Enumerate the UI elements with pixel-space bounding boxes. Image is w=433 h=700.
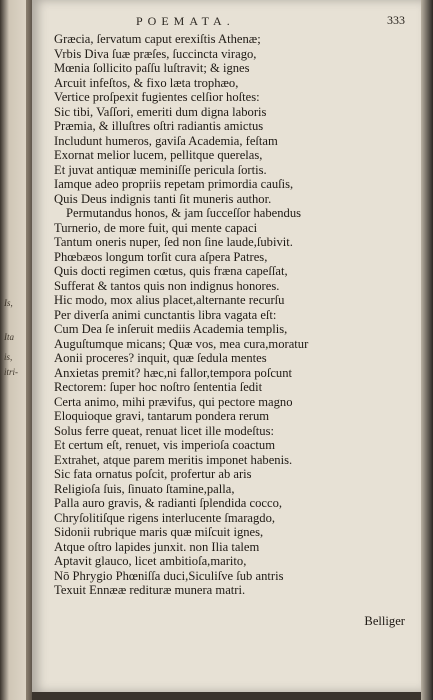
book-page [32,0,421,692]
running-title: POEMATA. [136,14,235,28]
page-edge [421,0,433,700]
verse-line: Phœbæos longum torſit cura aſpera Patres, [54,249,268,264]
verse-line: Auguſtumque micans; Quæ vos, mea cura,moratur [54,336,309,351]
page-bottom-shadow [32,692,421,700]
verse-line: Et certum eſt, renuet, vis imperioſa coactum [54,438,276,452]
verse-line: Sidonii rubrique maris quæ miſcuit ignes, [54,525,264,539]
margin-fragment: is, [4,352,13,362]
verse-line: Turnerio, de more fuit, qui mente capaci [54,220,258,235]
verse-line: Certa animo, mihi prævifus, qui pectore magno [54,394,293,409]
verse-line: Chryſolitiſque rigens interlucente ſmaragdo, [54,510,276,525]
verse-line: Texuit Ennææ redituræ munera matri. [54,583,246,597]
verse-line: Palla auro gravis, & radianti ſplendida cocco, [54,496,283,510]
verse-line: Anxietas premit? hæc,ni fallor,tempora poſcunt [54,365,293,380]
page-header [32,14,421,30]
poem-text [54,32,414,598]
verse-line: Et juvat antiquæ meminiſſe pericula ſortis. [54,162,267,177]
verse-line: Includunt humeros, gaviſa Academia, feſtam [54,133,278,148]
verse-line: Per diverſa animi cunctantis libra vagata eſt: [54,307,277,322]
verse-line: Permutandus honos, & jam ſucceſſor habendus [66,206,302,220]
verse-line: Cum Dea ſe inſeruit mediis Academia templis, [54,322,288,336]
catchword: Belliger [364,614,405,628]
page-number: 333 [387,13,405,27]
verse-line: Tantum oneris nuper, ſed non ſine laude,ſubivit. [54,235,293,249]
verse-line: Eloquioque gravi, tantarum pondera rerum [54,409,270,423]
verse-line: Arcuit infeſtos, & fixo læta trophæo, [54,75,239,90]
verse-line: Religioſa ſuis, ſinuato ſtamine,palla, [54,481,235,496]
verse-line: Sic tibi, Vaſſori, emeriti dum digna laboris [54,104,267,119]
verse-line: Exornat melior lucem, pellitque querelas, [54,148,263,162]
verse-line: Nō Phrygio Phœniſſa duci,Siculiſve ſub antris [54,568,284,583]
verse-line: Extrahet, atque parem meritis imponet habenis. [54,452,293,467]
verse-line: Quis docti regimen cœtus, quis fræna capeſſat, [54,264,288,278]
margin-fragment: Ita [4,332,14,342]
verse-line: Sic fata ornatus poſcit, profertur ab aris [54,467,252,481]
verse-line: Hic modo, mox alius placet,alternante recurſu [54,293,285,307]
verse-line: Aptavit glauco, licet ambitioſa,marito, [54,554,247,568]
margin-fragment: itri- [4,367,19,377]
verse-line: Vertice proſpexit fugientes celſior hoſtes: [54,90,260,104]
verse-line: Sufferat & tantos quis non indignus honores. [54,278,280,293]
verse-line: Mœnia ſollicito paſſu luſtravit; & ignes [54,61,250,75]
verse-line: Quis Deus indignis tanti ſit muneris author. [54,191,272,206]
verse-line: Rectorem: ſuper hoc noſtro ſententia ſedit [54,380,263,394]
verse-line: Atque oſtro lapides junxit. non Ilia talem [54,539,260,554]
verse-line: Aonii proceres? inquit, quæ ſedula mentes [54,351,267,365]
verse-line: Præmia, & illuſtres oſtri radiantis amictus [54,119,264,133]
margin-fragment: Is, [4,298,13,308]
verse-line: Vrbis Diva ſuæ præſes, ſuccincta virago, [54,46,257,61]
facing-page-strip [0,0,26,700]
verse-line: Solus ferre queat, renuat licet ille modeſtus: [54,423,274,438]
verse-line: Iamque adeo propriis repetam primordia cauſis, [54,177,294,191]
verse-line: Græcia, ſervatum caput erexiſtis Athenæ; [54,32,261,46]
